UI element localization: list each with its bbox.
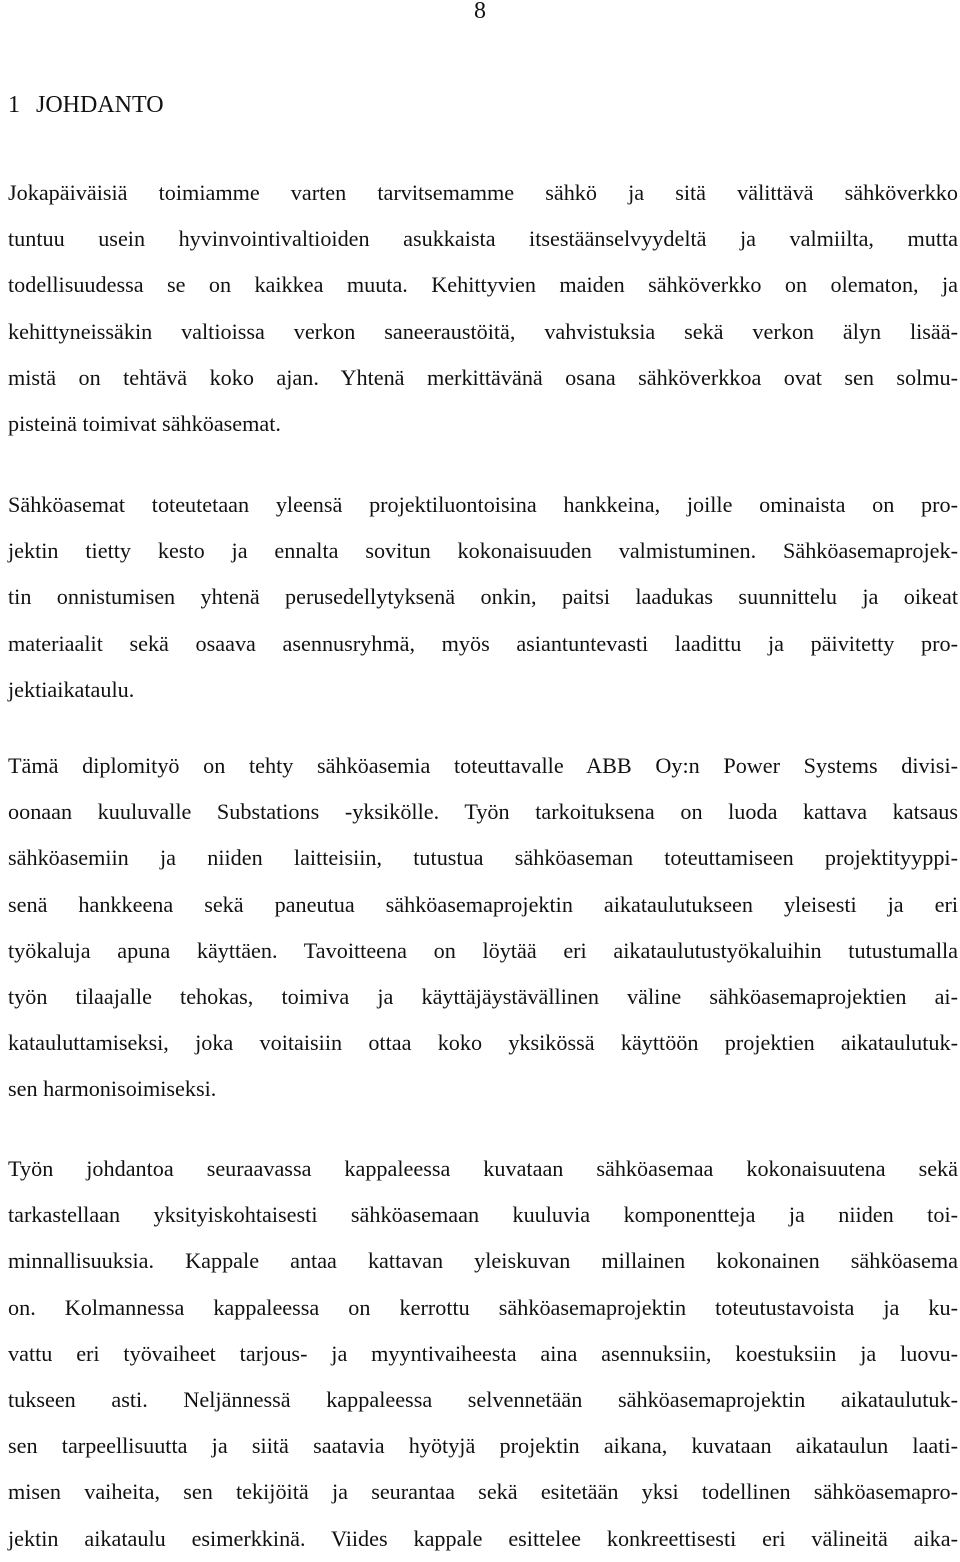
text-line: Tämä diplomityö on tehty sähköasemia toteuttavalle ABB Oy:n Power Systems divisi- bbox=[8, 753, 958, 778]
text-line: työkaluja apuna käyttäen. Tavoitteena on löytää eri aikataulutustyökaluihin tutustumalla bbox=[8, 937, 958, 963]
text-line: sähköasemiin ja niiden laitteisiin, tutustua sähköaseman toteuttamiseen projektityyppi- bbox=[8, 845, 958, 871]
text-line: jektin tietty kesto ja ennalta sovitun kokonaisuuden valmistuminen. Sähköasemaprojek- bbox=[8, 538, 958, 564]
paragraph-1 bbox=[8, 170, 958, 447]
text-line: katauluttamiseksi, joka voitaisiin ottaa koko yksikössä käyttöön projektien aikataulutuk- bbox=[8, 1030, 958, 1056]
text-line: Jokapäiväisiä toimiamme varten tarvitsemamme sähkö ja sitä välittävä sähköverkko bbox=[8, 180, 958, 205]
text-line: jektiaikataulu. bbox=[8, 676, 135, 702]
text-line: pisteinä toimivat sähköasemat. bbox=[8, 411, 281, 437]
text-line: Työn johdantoa seuraavassa kappaleessa kuvataan sähköasemaa kokonaisuutena sekä bbox=[8, 1156, 958, 1181]
text-line: misen vaiheita, sen tekijöitä ja seurantaa sekä esitetään yksi todellinen sähköasemapro- bbox=[8, 1479, 958, 1505]
text-line: todellisuudessa se on kaikkea muuta. Kehittyvien maiden sähköverkko on olematon, ja bbox=[8, 272, 958, 298]
text-line: tarkastellaan yksityiskohtaisesti sähköasemaan kuuluvia komponentteja ja niiden toi- bbox=[8, 1202, 958, 1228]
section-heading bbox=[8, 88, 164, 122]
text-line: kehittyneissäkin valtioissa verkon saneeraustöitä, vahvistuksia sekä verkon älyn lisää- bbox=[8, 318, 958, 344]
section-number: 1 bbox=[8, 92, 20, 118]
text-line: materiaalit sekä osaava asennusryhmä, myös asiantuntevasti laadittu ja päivitetty pro- bbox=[8, 630, 958, 656]
text-line: oonaan kuuluvalle Substations -yksikölle. Työn tarkoituksena on luoda kattava katsaus bbox=[8, 799, 958, 825]
text-line: Sähköasemat toteutetaan yleensä projektiluontoisina hankkeina, joille ominaista on pro- bbox=[8, 492, 958, 517]
text-line: on. Kolmannessa kappaleessa on kerrottu sähköasemaprojektin toteutustavoista ja ku- bbox=[8, 1294, 958, 1320]
text-line: sen harmonisoimiseksi. bbox=[8, 1076, 217, 1102]
text-line: mistä on tehtävä koko ajan. Yhtenä merkittävänä osana sähköverkkoa ovat sen solmu- bbox=[8, 364, 958, 390]
text-line: sen tarpeellisuutta ja siitä saatavia hyötyjä projektin aikana, kuvataan aikataulun laati- bbox=[8, 1433, 958, 1459]
section-title: JOHDANTO bbox=[36, 92, 164, 118]
text-line: työn tilaajalle tehokas, toimiva ja käyttäjäystävällinen väline sähköasemaprojektien ai- bbox=[8, 984, 958, 1010]
text-line: tuntuu usein hyvinvointivaltioiden asukkaista itsestäänselvyydeltä ja valmiilta, mutta bbox=[8, 226, 958, 252]
paragraph-4 bbox=[8, 1146, 958, 1562]
text-line: jektin aikataulu esimerkkinä. Viides kappale esittelee konkreettisesti eri välineitä aika- bbox=[8, 1525, 958, 1551]
text-line: vattu eri työvaiheet tarjous- ja myyntivaiheesta aina asennuksiin, koestuksiin ja luovu- bbox=[8, 1340, 958, 1366]
text-line: minnallisuuksia. Kappale antaa kattavan yleiskuvan millainen kokonainen sähköasema bbox=[8, 1248, 958, 1274]
paragraph-3 bbox=[8, 743, 958, 1113]
paragraph-2 bbox=[8, 482, 958, 713]
page-number: 8 bbox=[474, 0, 486, 24]
text-line: tin onnistumisen yhtenä perusedellytyksenä onkin, paitsi laadukas suunnittelu ja oikeat bbox=[8, 584, 958, 610]
text-line: tukseen asti. Neljännessä kappaleessa selvennetään sähköasemaprojektin aikataulutuk- bbox=[8, 1387, 958, 1413]
text-line: senä hankkeena sekä paneutua sähköasemaprojektin aikataulutukseen yleisesti ja eri bbox=[8, 891, 958, 917]
